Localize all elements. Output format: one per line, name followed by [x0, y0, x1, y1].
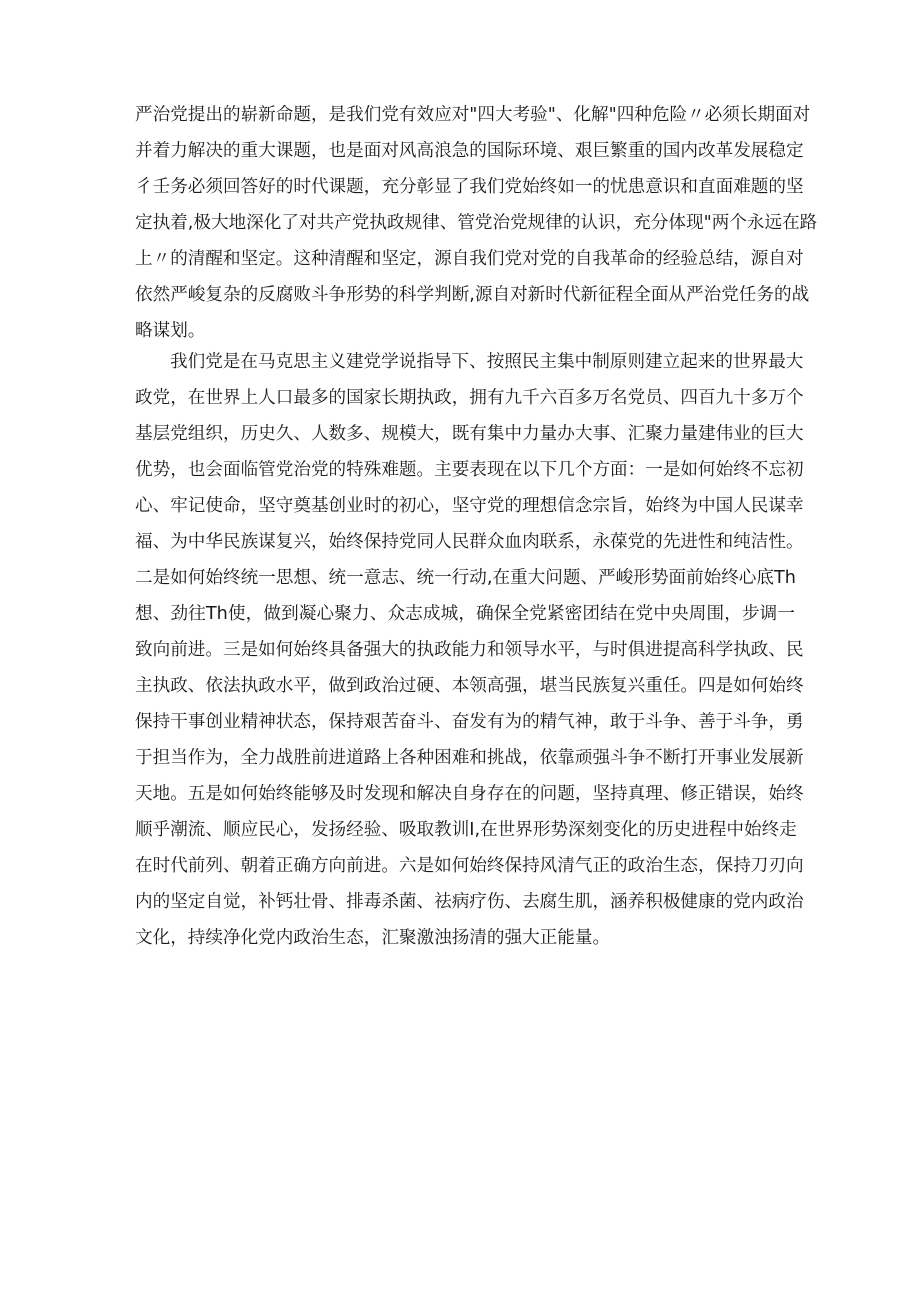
- paragraph-line: 在时代前列、朝着正确方向前进。六是如何始终保持风清气正的政治生态，保持刀刃向: [135, 856, 804, 876]
- paragraph-line: 二是如何始终统一思想、统一意志、统一行动,在重大问题、严峻形势面前始终心底Th: [135, 568, 796, 588]
- paragraph-line: 政党，在世界上人口最多的国家长期执政，拥有九千六百多万名党员、四百九十多万个: [135, 388, 804, 408]
- paragraph-line: 彳壬务必须回答好的时代课题，充分彰显了我们党始终如一的忧患意识和直面难题的坚: [135, 177, 804, 197]
- paragraph-line: 依然严峻复杂的反腐败斗争形势的科学判断,源自对新时代新征程全面从严治党任务的战: [135, 285, 810, 305]
- paragraph-line: 于担当作为，全力战胜前进道路上各种困难和挑战，依靠顽强斗争不断打开事业发展新: [135, 748, 804, 768]
- paragraph-line: 定执着,极大地深化了对共产党执政规律、管党治党规律的认识，充分体现"两个永远在路: [135, 213, 818, 233]
- paragraph-line: 基层党组织，历史久、人数多、规模大，既有集中力量办大事、汇聚力量建伟业的巨大: [135, 424, 804, 444]
- paragraph-line: 内的坚定自觉，补钙壮骨、排毒杀菌、祛病疗伤、去腐生肌，涵养积极健康的党内政治: [135, 892, 804, 912]
- paragraph-line: 福、为中华民族谋复兴，始终保持党同人民群众血肉联系，永葆党的先进性和纯洁性。: [135, 532, 804, 552]
- paragraph-line: 上〃的清醒和坚定。这种清醒和坚定，源自我们党对党的自我革命的经验总结，源自对: [135, 249, 804, 269]
- paragraph-line: 并着力解决的重大课题，也是面对风高浪急的国际环境、艰巨繁重的国内改革发展稳定: [135, 141, 804, 161]
- paragraph-line: 我们党是在马克思主义建党学说指导下、按照民主集中制原则建立起来的世界最大: [170, 352, 804, 372]
- paragraph-line: 想、劲往Th使，做到凝心聚力、众志成城，确保全党紧密团结在党中央周围，步调一: [135, 604, 795, 624]
- paragraph-line: 严治党提出的崭新命题，是我们党有效应对"四大考验"、化解"四种危险〃必须长期面对: [135, 105, 811, 125]
- paragraph-line: 顺乎潮流、顺应民心，发扬经验、吸取教训I,在世界形势深刻变化的历史进程中始终走: [135, 820, 797, 840]
- paragraph-line: 主执政、依法执政水平，做到政治过硬、本领高强，堪当民族复兴重任。四是如何始终: [135, 676, 804, 696]
- paragraph-line: 致向前进。三是如何始终具备强大的执政能力和领导水平，与时俱进提高科学执政、民: [135, 640, 804, 660]
- paragraph-line: 心、牢记使命，坚守奠基创业时的初心，坚守党的理想信念宗旨，始终为中国人民谋幸: [135, 496, 804, 516]
- paragraph-line: 优势，也会面临管党治党的特殊难题。主要表现在以下几个方面：一是如何始终不忘初: [135, 460, 804, 480]
- paragraph-line: 天地。五是如何始终能够及时发现和解决自身存在的问题，坚持真理、修正错误，始终: [135, 784, 804, 804]
- paragraph-line: 文化，持续净化党内政治生态，汇聚激浊扬清的强大正能量。: [135, 928, 611, 948]
- paragraph-line: 保持干事创业精神状态，保持艰苦奋斗、奋发有为的精气神，敢于斗争、善于斗争，勇: [135, 712, 804, 732]
- paragraph-line: 略谋划。: [135, 321, 206, 341]
